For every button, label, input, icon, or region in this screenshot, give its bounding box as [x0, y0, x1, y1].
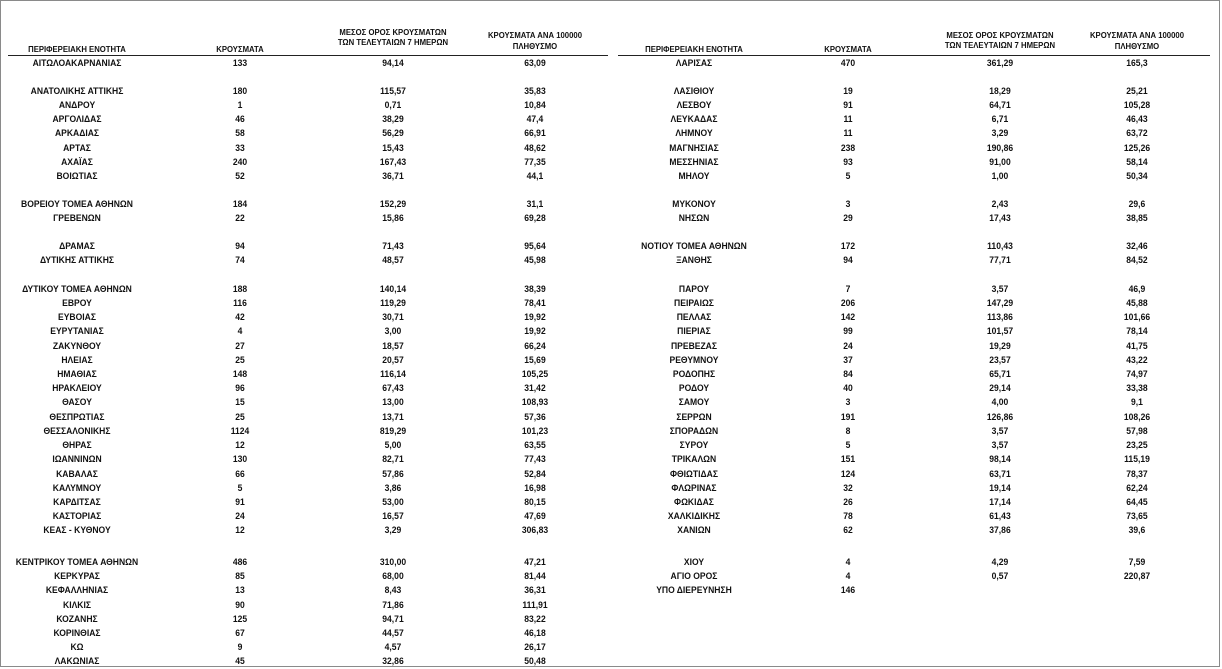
- right-row-9-per: 29,6: [1128, 199, 1146, 209]
- left-row-15-name: ΕΥΒΟΙΑΣ: [58, 312, 96, 322]
- right-row-22-cases: 191: [840, 412, 856, 422]
- left-row-28-per: 80,15: [524, 497, 546, 507]
- left-row-37-cases: 9: [237, 642, 243, 652]
- right-row-18-name: ΡΕΘΥΜΝΟΥ: [669, 355, 719, 365]
- left-row-6-per: 48,62: [524, 143, 546, 153]
- left-row-17-cases: 27: [235, 341, 245, 351]
- right-row-28-per: 64,45: [1126, 497, 1148, 507]
- left-row-34-avg: 71,86: [382, 600, 404, 610]
- right-row-26-avg: 63,71: [989, 469, 1011, 479]
- left-row-19-name: ΗΜΑΘΙΑΣ: [57, 369, 97, 379]
- left-row-26-avg: 57,86: [382, 469, 404, 479]
- left-row-7-avg: 167,43: [379, 157, 407, 167]
- left-row-21-per: 108,93: [521, 397, 549, 407]
- left-row-25-cases: 130: [232, 454, 248, 464]
- right-row-28-avg: 17,14: [989, 497, 1011, 507]
- right-row-16-per: 78,14: [1126, 326, 1148, 336]
- right-row-30-avg: 37,86: [989, 525, 1011, 535]
- left-row-22-avg: 13,71: [382, 412, 404, 422]
- right-row-1-name: ΛΑΡΙΣΑΣ: [675, 58, 713, 68]
- left-row-3-per: 10,84: [524, 100, 546, 110]
- right-row-29-name: ΧΑΛΚΙΔΙΚΗΣ: [667, 511, 721, 521]
- right-row-31-cases: 4: [845, 557, 851, 567]
- left-row-22-per: 57,36: [524, 412, 546, 422]
- right-row-8-cases: 5: [845, 171, 851, 181]
- left-row-5-avg: 56,29: [382, 128, 404, 138]
- right-row-3-name: ΛΕΣΒΟΥ: [676, 100, 712, 110]
- right-row-24-per: 23,25: [1126, 440, 1148, 450]
- left-row-9-per: 31,1: [526, 199, 544, 209]
- left-row-2-avg: 115,57: [380, 86, 406, 96]
- right-row-1-avg: 361,29: [986, 58, 1014, 68]
- left-row-36-cases: 67: [235, 628, 245, 638]
- right-row-26-per: 78,37: [1126, 469, 1148, 479]
- right-row-17-cases: 24: [843, 341, 853, 351]
- right-row-21-avg: 4,00: [991, 397, 1009, 407]
- left-row-32-name: ΚΕΡΚΥΡΑΣ: [54, 571, 100, 581]
- right-row-9-avg: 2,43: [991, 199, 1009, 209]
- left-row-26-cases: 66: [235, 469, 245, 479]
- right-row-19-avg: 65,71: [989, 369, 1011, 379]
- left-row-16-name: ΕΥΡΥΤΑΝΙΑΣ: [50, 326, 104, 336]
- right-row-32-avg: 0,57: [991, 571, 1009, 581]
- left-row-25-name: ΙΩΑΝΝΙΝΩΝ: [52, 454, 102, 464]
- left-row-24-per: 63,55: [524, 440, 546, 450]
- left-row-18-per: 15,69: [524, 355, 546, 365]
- right-row-23-name: ΣΠΟΡΑΔΩΝ: [669, 426, 719, 436]
- left-row-3-avg: 0,71: [384, 100, 402, 110]
- left-row-13-name: ΔΥΤΙΚΟΥ ΤΟΜΕΑ ΑΘΗΝΩΝ: [22, 284, 132, 294]
- right-row-31-avg: 4,29: [991, 557, 1009, 567]
- left-row-33-name: ΚΕΦΑΛΛΗΝΙΑΣ: [45, 585, 109, 595]
- left-row-15-cases: 42: [235, 312, 245, 322]
- left-row-28-avg: 53,00: [382, 497, 404, 507]
- left-row-10-avg: 15,86: [382, 213, 404, 223]
- left-row-16-cases: 4: [237, 326, 243, 336]
- right-row-13-name: ΠΑΡΟΥ: [678, 284, 710, 294]
- right-row-25-per: 115,19: [1124, 454, 1150, 464]
- left-row-29-cases: 24: [235, 511, 245, 521]
- left-row-8-name: ΒΟΙΩΤΙΑΣ: [56, 171, 98, 181]
- right-row-25-cases: 151: [840, 454, 856, 464]
- right-row-15-name: ΠΕΛΛΑΣ: [676, 312, 712, 322]
- left-row-33-cases: 13: [235, 585, 245, 595]
- left-row-3-name: ΑΝΔΡΟΥ: [58, 100, 96, 110]
- right-row-14-per: 45,88: [1126, 298, 1148, 308]
- left-row-17-name: ΖΑΚΥΝΘΟΥ: [52, 341, 102, 351]
- right-row-29-per: 73,65: [1126, 511, 1148, 521]
- right-row-11-per: 32,46: [1126, 241, 1148, 251]
- right-row-3-avg: 64,71: [989, 100, 1011, 110]
- right-row-16-cases: 99: [843, 326, 853, 336]
- left-row-38-cases: 45: [235, 656, 245, 666]
- left-row-37-avg: 4,57: [384, 642, 402, 652]
- left-row-1-avg: 94,14: [382, 58, 404, 68]
- left-row-33-per: 36,31: [524, 585, 546, 595]
- right-row-23-cases: 8: [845, 426, 851, 436]
- left-row-24-name: ΘΗΡΑΣ: [62, 440, 92, 450]
- left-row-14-avg: 119,29: [380, 298, 406, 308]
- left-row-37-per: 26,17: [524, 642, 546, 652]
- right-row-1-per: 165,3: [1126, 58, 1148, 68]
- left-row-11-per: 95,64: [524, 241, 546, 251]
- left-row-27-name: ΚΑΛΥΜΝΟΥ: [52, 483, 102, 493]
- left-row-10-name: ΓΡΕΒΕΝΩΝ: [53, 213, 101, 223]
- right-row-6-avg: 190,86: [986, 143, 1014, 153]
- left-row-30-avg: 3,29: [384, 525, 402, 535]
- left-row-7-per: 77,35: [524, 157, 546, 167]
- right-row-32-per: 220,87: [1123, 571, 1151, 581]
- left-header-avg-line2: ΤΩΝ ΤΕΛΕΥΤΑΙΩΝ 7 ΗΜΕΡΩΝ: [337, 37, 449, 47]
- left-row-27-cases: 5: [237, 483, 243, 493]
- right-row-15-cases: 142: [840, 312, 856, 322]
- left-row-31-avg: 310,00: [379, 557, 407, 567]
- right-row-32-cases: 4: [845, 571, 851, 581]
- left-row-31-name: ΚΕΝΤΡΙΚΟΥ ΤΟΜΕΑ ΑΘΗΝΩΝ: [15, 557, 139, 567]
- right-row-2-name: ΛΑΣΙΘΙΟΥ: [673, 86, 715, 96]
- right-row-30-name: ΧΑΝΙΩΝ: [677, 525, 711, 535]
- left-row-32-cases: 85: [235, 571, 245, 581]
- right-row-20-cases: 40: [843, 383, 853, 393]
- left-row-30-name: ΚΕΑΣ - ΚΥΘΝΟΥ: [43, 525, 111, 535]
- right-row-16-name: ΠΙΕΡΙΑΣ: [677, 326, 711, 336]
- right-row-27-name: ΦΛΩΡΙΝΑΣ: [671, 483, 717, 493]
- right-row-12-cases: 94: [843, 255, 853, 265]
- right-header-avg-line2: ΤΩΝ ΤΕΛΕΥΤΑΙΩΝ 7 ΗΜΕΡΩΝ: [944, 40, 1056, 50]
- right-row-33-cases: 146: [840, 585, 856, 595]
- left-row-23-per: 101,23: [521, 426, 549, 436]
- left-row-7-cases: 240: [232, 157, 248, 167]
- right-row-9-name: ΜΥΚΟΝΟΥ: [672, 199, 716, 209]
- left-row-32-per: 81,44: [524, 571, 546, 581]
- right-row-1-cases: 470: [840, 58, 856, 68]
- left-row-20-name: ΗΡΑΚΛΕΙΟΥ: [52, 383, 102, 393]
- left-row-8-cases: 52: [235, 171, 245, 181]
- right-row-26-cases: 124: [840, 469, 856, 479]
- right-row-4-cases: 11: [843, 114, 853, 124]
- left-row-19-avg: 116,14: [380, 369, 406, 379]
- right-row-20-avg: 29,14: [989, 383, 1011, 393]
- left-row-37-name: ΚΩ: [70, 642, 84, 652]
- left-row-3-cases: 1: [237, 100, 243, 110]
- left-row-18-cases: 25: [235, 355, 245, 365]
- right-row-11-cases: 172: [840, 241, 856, 251]
- right-row-15-avg: 113,86: [987, 312, 1013, 322]
- left-row-12-avg: 48,57: [382, 255, 404, 265]
- right-row-4-per: 46,43: [1126, 114, 1148, 124]
- right-row-24-cases: 5: [845, 440, 851, 450]
- right-row-6-cases: 238: [840, 143, 856, 153]
- left-row-35-name: ΚΟΖΑΝΗΣ: [56, 614, 98, 624]
- left-row-14-per: 78,41: [524, 298, 546, 308]
- left-row-29-name: ΚΑΣΤΟΡΙΑΣ: [52, 511, 102, 521]
- right-row-28-cases: 26: [843, 497, 853, 507]
- left-row-31-per: 47,21: [524, 557, 546, 567]
- right-row-18-per: 43,22: [1126, 355, 1148, 365]
- left-row-4-avg: 38,29: [382, 114, 404, 124]
- right-row-29-avg: 61,43: [989, 511, 1011, 521]
- left-row-21-avg: 13,00: [382, 397, 404, 407]
- left-row-7-name: ΑΧΑΪΑΣ: [61, 157, 93, 167]
- right-row-13-avg: 3,57: [991, 284, 1009, 294]
- left-row-8-per: 44,1: [526, 171, 544, 181]
- left-row-11-cases: 94: [235, 241, 245, 251]
- left-row-18-avg: 20,57: [382, 355, 404, 365]
- right-row-31-name: ΧΙΟΥ: [683, 557, 705, 567]
- left-row-26-per: 52,84: [524, 469, 546, 479]
- left-row-23-cases: 1124: [230, 426, 250, 436]
- left-row-34-per: 111,91: [522, 600, 548, 610]
- left-row-2-cases: 180: [232, 86, 248, 96]
- right-header-region: ΠΕΡΙΦΕΡΕΙΑΚΗ ΕΝΟΤΗΤΑ: [645, 44, 743, 54]
- right-row-27-cases: 32: [843, 483, 853, 493]
- left-row-9-avg: 152,29: [379, 199, 407, 209]
- left-header-per100k-line1: ΚΡΟΥΣΜΑΤΑ ΑΝΑ 100000: [487, 30, 583, 40]
- right-row-30-per: 39,6: [1128, 525, 1146, 535]
- left-row-36-name: ΚΟΡΙΝΘΙΑΣ: [53, 628, 101, 638]
- left-row-24-cases: 12: [235, 440, 245, 450]
- left-row-12-name: ΔΥΤΙΚΗΣ ΑΤΤΙΚΗΣ: [39, 255, 115, 265]
- left-row-2-name: ΑΝΑΤΟΛΙΚΗΣ ΑΤΤΙΚΗΣ: [30, 86, 124, 96]
- right-row-5-name: ΛΗΜΝΟΥ: [675, 128, 713, 138]
- left-row-22-cases: 25: [235, 412, 245, 422]
- left-row-11-name: ΔΡΑΜΑΣ: [59, 241, 95, 251]
- left-row-35-cases: 125: [232, 614, 248, 624]
- left-row-6-name: ΑΡΤΑΣ: [63, 143, 91, 153]
- right-row-6-name: ΜΑΓΝΗΣΙΑΣ: [669, 143, 719, 153]
- right-row-2-avg: 18,29: [989, 86, 1011, 96]
- right-row-6-per: 125,26: [1123, 143, 1151, 153]
- right-row-22-per: 108,26: [1123, 412, 1151, 422]
- left-row-29-avg: 16,57: [382, 511, 404, 521]
- left-row-23-avg: 819,29: [379, 426, 407, 436]
- left-row-14-cases: 116: [233, 298, 247, 308]
- left-row-4-name: ΑΡΓΟΛΙΔΑΣ: [52, 114, 102, 124]
- right-row-4-avg: 6,71: [991, 114, 1009, 124]
- left-row-34-cases: 90: [235, 600, 245, 610]
- left-row-28-name: ΚΑΡΔΙΤΣΑΣ: [53, 497, 101, 507]
- right-row-33-name: ΥΠΟ ΔΙΕΡΕΥΝΗΣΗ: [656, 585, 732, 595]
- left-row-17-per: 66,24: [524, 341, 546, 351]
- left-row-5-cases: 58: [235, 128, 245, 138]
- left-row-12-per: 45,98: [524, 255, 546, 265]
- right-header-cases: ΚΡΟΥΣΜΑΤΑ: [824, 44, 872, 54]
- left-row-27-avg: 3,86: [384, 483, 402, 493]
- left-row-27-per: 16,98: [524, 483, 546, 493]
- left-header-rule: [8, 55, 608, 56]
- right-row-10-name: ΝΗΣΩΝ: [678, 213, 710, 223]
- left-row-28-cases: 91: [235, 497, 245, 507]
- left-row-35-per: 83,22: [524, 614, 546, 624]
- left-row-2-per: 35,83: [524, 86, 546, 96]
- right-row-20-name: ΡΟΔΟΥ: [678, 383, 710, 393]
- right-row-19-per: 74,97: [1126, 369, 1148, 379]
- right-row-12-per: 84,52: [1126, 255, 1148, 265]
- left-row-12-cases: 74: [235, 255, 245, 265]
- right-header-rule: [618, 55, 1210, 56]
- left-row-34-name: ΚΙΛΚΙΣ: [63, 600, 91, 610]
- left-row-8-avg: 36,71: [382, 171, 404, 181]
- right-row-9-cases: 3: [845, 199, 851, 209]
- right-row-10-avg: 17,43: [989, 213, 1011, 223]
- right-row-30-cases: 62: [843, 525, 853, 535]
- right-row-7-name: ΜΕΣΣΗΝΙΑΣ: [669, 157, 719, 167]
- left-row-25-per: 77,43: [524, 454, 546, 464]
- right-row-23-avg: 3,57: [991, 426, 1009, 436]
- left-row-9-name: ΒΟΡΕΙΟΥ ΤΟΜΕΑ ΑΘΗΝΩΝ: [21, 199, 133, 209]
- left-row-38-avg: 32,86: [382, 656, 404, 666]
- left-header-region: ΠΕΡΙΦΕΡΕΙΑΚΗ ΕΝΟΤΗΤΑ: [28, 44, 126, 54]
- left-row-6-avg: 15,43: [382, 143, 404, 153]
- left-row-13-avg: 140,14: [379, 284, 407, 294]
- right-row-7-per: 58,14: [1126, 157, 1148, 167]
- right-row-17-name: ΠΡΕΒΕΖΑΣ: [670, 341, 717, 351]
- right-row-17-avg: 19,29: [989, 341, 1011, 351]
- left-header-avg-line1: ΜΕΣΟΣ ΟΡΟΣ ΚΡΟΥΣΜΑΤΩΝ: [339, 27, 447, 37]
- right-row-18-avg: 23,57: [989, 355, 1011, 365]
- left-row-13-per: 38,39: [524, 284, 546, 294]
- right-row-19-name: ΡΟΔΟΠΗΣ: [672, 369, 716, 379]
- right-row-5-avg: 3,29: [991, 128, 1009, 138]
- left-row-24-avg: 5,00: [384, 440, 402, 450]
- left-row-5-name: ΑΡΚΑΔΙΑΣ: [54, 128, 100, 138]
- right-row-27-avg: 19,14: [989, 483, 1011, 493]
- right-row-31-per: 7,59: [1128, 557, 1146, 567]
- left-row-32-avg: 68,00: [382, 571, 404, 581]
- right-row-28-name: ΦΩΚΙΔΑΣ: [674, 497, 714, 507]
- right-row-23-per: 57,98: [1126, 426, 1148, 436]
- left-row-4-per: 47,4: [526, 114, 544, 124]
- right-row-29-cases: 78: [843, 511, 853, 521]
- right-row-5-cases: 11: [843, 128, 853, 138]
- right-row-7-avg: 91,00: [989, 157, 1011, 167]
- left-row-1-per: 63,09: [524, 58, 546, 68]
- right-row-8-name: ΜΗΛΟΥ: [678, 171, 710, 181]
- right-row-13-cases: 7: [845, 284, 851, 294]
- left-row-38-name: ΛΑΚΩΝΙΑΣ: [54, 656, 100, 666]
- right-row-16-avg: 101,57: [986, 326, 1014, 336]
- left-row-30-per: 306,83: [521, 525, 549, 535]
- right-row-12-avg: 77,71: [989, 255, 1011, 265]
- left-row-19-per: 105,25: [521, 369, 549, 379]
- right-row-22-name: ΣΕΡΡΩΝ: [676, 412, 712, 422]
- right-header-per100k-line1: ΚΡΟΥΣΜΑΤΑ ΑΝΑ 100000: [1089, 30, 1185, 40]
- right-row-24-name: ΣΥΡΟΥ: [679, 440, 709, 450]
- left-row-22-name: ΘΕΣΠΡΩΤΙΑΣ: [49, 412, 105, 422]
- right-row-11-avg: 110,43: [987, 241, 1013, 251]
- left-header-cases: ΚΡΟΥΣΜΑΤΑ: [216, 44, 264, 54]
- left-row-1-name: ΑΙΤΩΛΟΑΚΑΡΝΑΝΙΑΣ: [32, 58, 122, 68]
- right-row-12-name: ΞΑΝΘΗΣ: [676, 255, 712, 265]
- right-row-26-name: ΦΘΙΩΤΙΔΑΣ: [670, 469, 718, 479]
- right-row-3-cases: 91: [843, 100, 853, 110]
- left-row-15-avg: 30,71: [382, 312, 404, 322]
- left-row-10-cases: 22: [235, 213, 245, 223]
- right-row-25-avg: 98,14: [989, 454, 1011, 464]
- right-row-5-per: 63,72: [1126, 128, 1148, 138]
- right-row-2-per: 25,21: [1126, 86, 1148, 96]
- right-row-8-per: 50,34: [1126, 171, 1148, 181]
- left-row-20-avg: 67,43: [382, 383, 404, 393]
- right-row-14-avg: 147,29: [986, 298, 1014, 308]
- left-row-6-cases: 33: [235, 143, 245, 153]
- right-row-20-per: 33,38: [1126, 383, 1148, 393]
- left-row-4-cases: 46: [235, 114, 245, 124]
- right-header-per100k-line2: ΠΛΗΘΥΣΜΟ: [1114, 41, 1160, 51]
- right-row-18-cases: 37: [843, 355, 853, 365]
- right-row-7-cases: 93: [843, 157, 853, 167]
- left-row-26-name: ΚΑΒΑΛΑΣ: [56, 469, 98, 479]
- left-row-38-per: 50,48: [524, 656, 546, 666]
- left-row-20-per: 31,42: [524, 383, 546, 393]
- right-row-13-per: 46,9: [1128, 284, 1146, 294]
- right-row-21-name: ΣΑΜΟΥ: [678, 397, 710, 407]
- right-header-avg-line1: ΜΕΣΟΣ ΟΡΟΣ ΚΡΟΥΣΜΑΤΩΝ: [946, 30, 1054, 40]
- right-row-2-cases: 19: [843, 86, 853, 96]
- right-row-14-name: ΠΕΙΡΑΙΩΣ: [674, 298, 714, 308]
- right-row-27-per: 62,24: [1126, 483, 1148, 493]
- left-row-10-per: 69,28: [524, 213, 546, 223]
- left-row-13-cases: 188: [232, 284, 248, 294]
- left-row-17-avg: 18,57: [382, 341, 404, 351]
- right-row-11-name: ΝΟΤΙΟΥ ΤΟΜΕΑ ΑΘΗΝΩΝ: [641, 241, 747, 251]
- right-row-32-name: ΑΓΙΟ ΟΡΟΣ: [670, 571, 718, 581]
- right-row-14-cases: 206: [840, 298, 856, 308]
- right-row-15-per: 101,66: [1123, 312, 1151, 322]
- left-header-per100k-line2: ΠΛΗΘΥΣΜΟ: [512, 41, 558, 51]
- left-row-36-per: 46,18: [524, 628, 546, 638]
- right-row-10-cases: 29: [843, 213, 853, 223]
- left-row-33-avg: 8,43: [384, 585, 402, 595]
- left-row-20-cases: 96: [235, 383, 245, 393]
- left-row-25-avg: 82,71: [382, 454, 404, 464]
- right-row-3-per: 105,28: [1123, 100, 1151, 110]
- left-row-29-per: 47,69: [524, 511, 546, 521]
- right-row-24-avg: 3,57: [991, 440, 1009, 450]
- left-row-31-cases: 486: [232, 557, 248, 567]
- left-row-9-cases: 184: [232, 199, 248, 209]
- left-row-11-avg: 71,43: [382, 241, 404, 251]
- left-row-1-cases: 133: [232, 58, 248, 68]
- left-row-5-per: 66,91: [524, 128, 546, 138]
- left-row-14-name: ΕΒΡΟΥ: [62, 298, 92, 308]
- left-row-21-name: ΘΑΣΟΥ: [62, 397, 92, 407]
- left-row-21-cases: 15: [235, 397, 245, 407]
- right-row-10-per: 38,85: [1126, 213, 1148, 223]
- left-row-16-per: 19,92: [524, 326, 546, 336]
- right-row-4-name: ΛΕΥΚΑΔΑΣ: [670, 114, 718, 124]
- right-row-22-avg: 126,86: [986, 412, 1014, 422]
- left-row-23-name: ΘΕΣΣΑΛΟΝΙΚΗΣ: [43, 426, 111, 436]
- right-row-8-avg: 1,00: [991, 171, 1009, 181]
- left-row-15-per: 19,92: [524, 312, 546, 322]
- right-row-19-cases: 84: [843, 369, 853, 379]
- left-row-18-name: ΗΛΕΙΑΣ: [61, 355, 93, 365]
- right-row-21-per: 9,1: [1131, 397, 1143, 407]
- right-row-21-cases: 3: [845, 397, 851, 407]
- left-row-19-cases: 148: [232, 369, 248, 379]
- right-row-25-name: ΤΡΙΚΑΛΩΝ: [671, 454, 717, 464]
- left-row-16-avg: 3,00: [384, 326, 402, 336]
- left-row-30-cases: 12: [235, 525, 245, 535]
- left-row-36-avg: 44,57: [382, 628, 404, 638]
- right-row-17-per: 41,75: [1126, 341, 1148, 351]
- left-row-35-avg: 94,71: [382, 614, 404, 624]
